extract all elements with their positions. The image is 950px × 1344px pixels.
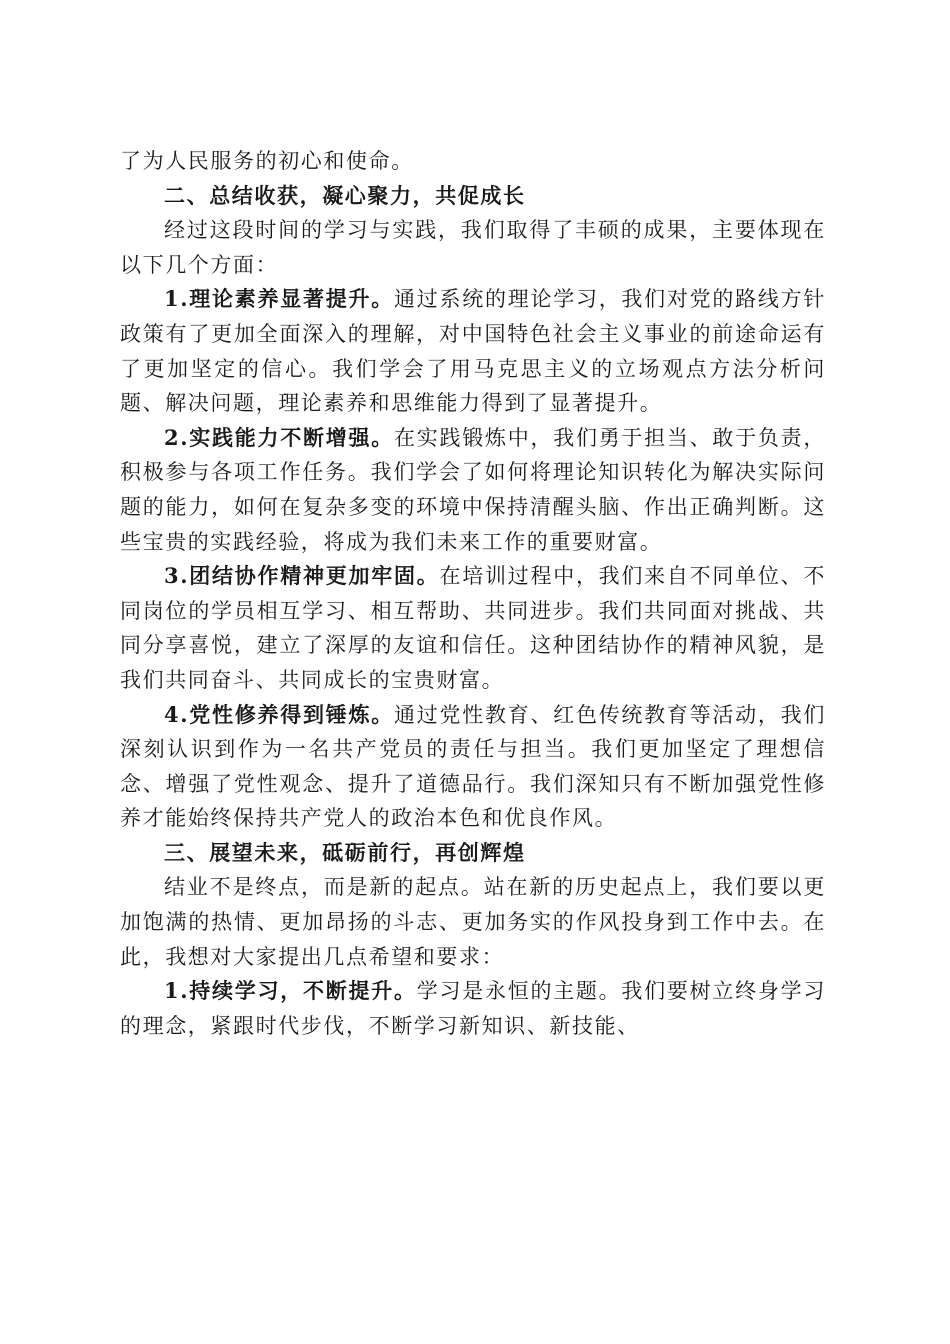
heading-text: 二、总结收获，凝心聚力，共促成长 (164, 182, 526, 208)
item-text: 通过系统的理论学习，我们对党的路线方针政策有了更加全面深入的理解，对中国特色社会主义事业的前途命运有了更加坚定的信心。我们学会了用马克思主义的立场观点方法分析问题、解决问题，理论素养和思维能力得到了显著提升。 (120, 287, 826, 416)
item-text: 学习是永恒的主题。我们要树立终身学习的理念，紧跟时代步伐，不断学习新知识、新技能、 (120, 979, 826, 1038)
section-heading-three (120, 836, 826, 871)
item-text: 通过党性教育、红色传统教育等活动，我们深刻认识到作为一名共产党员的责任与担当。我们更加坚定了理想信念、增强了党性观念、提升了道德品行。我们深知只有不断加强党性修养才能始终保持共产党人的政治本色和优良作风。 (120, 702, 826, 831)
item-lead: 1.持续学习，不断提升。 (164, 978, 417, 1004)
item-lead: 4.党性修养得到锤炼。 (164, 701, 394, 727)
list-item-paragraph (120, 974, 826, 1043)
item-lead: 3.团结协作精神更加牢固。 (164, 563, 440, 589)
list-item-paragraph (120, 421, 826, 559)
list-item-paragraph (120, 559, 826, 697)
item-lead: 2.实践能力不断增强。 (164, 424, 394, 450)
item-lead: 1.理论素养显著提升。 (164, 286, 394, 312)
paragraph-text: 了为人民服务的初心和使命。 (120, 149, 414, 173)
continuation-paragraph (120, 144, 826, 179)
list-item-paragraph (120, 282, 826, 420)
document-body (120, 144, 826, 1043)
body-paragraph (120, 213, 826, 282)
heading-text: 三、展望未来，砥砺前行，再创辉煌 (164, 839, 526, 865)
item-text: 在培训过程中，我们来自不同单位、不同岗位的学员相互学习、相互帮助、共同进步。我们共同面对挑战、共同分享喜悦，建立了深厚的友谊和信任。这种团结协作的精神风貌，是我们共同奋斗、共同成长的宝贵财富。 (120, 564, 826, 692)
body-paragraph (120, 870, 826, 974)
paragraph-text: 经过这段时间的学习与实践，我们取得了丰硕的成果，主要体现在以下几个方面： (120, 218, 826, 277)
list-item-paragraph (120, 698, 826, 836)
section-heading-two (120, 179, 826, 214)
item-text: 在实践锻炼中，我们勇于担当、敢于负责，积极参与各项工作任务。我们学会了如何将理论知识转化为解决实际问题的能力，如何在复杂多变的环境中保持清醒头脑、作出正确判断。这些宝贵的实践经验，将成为我们未来工作的重要财富。 (120, 425, 826, 554)
paragraph-text: 结业不是终点，而是新的起点。站在新的历史起点上，我们要以更加饱满的热情、更加昂扬的斗志、更加务实的作风投身到工作中去。在此，我想对大家提出几点希望和要求： (120, 875, 826, 969)
